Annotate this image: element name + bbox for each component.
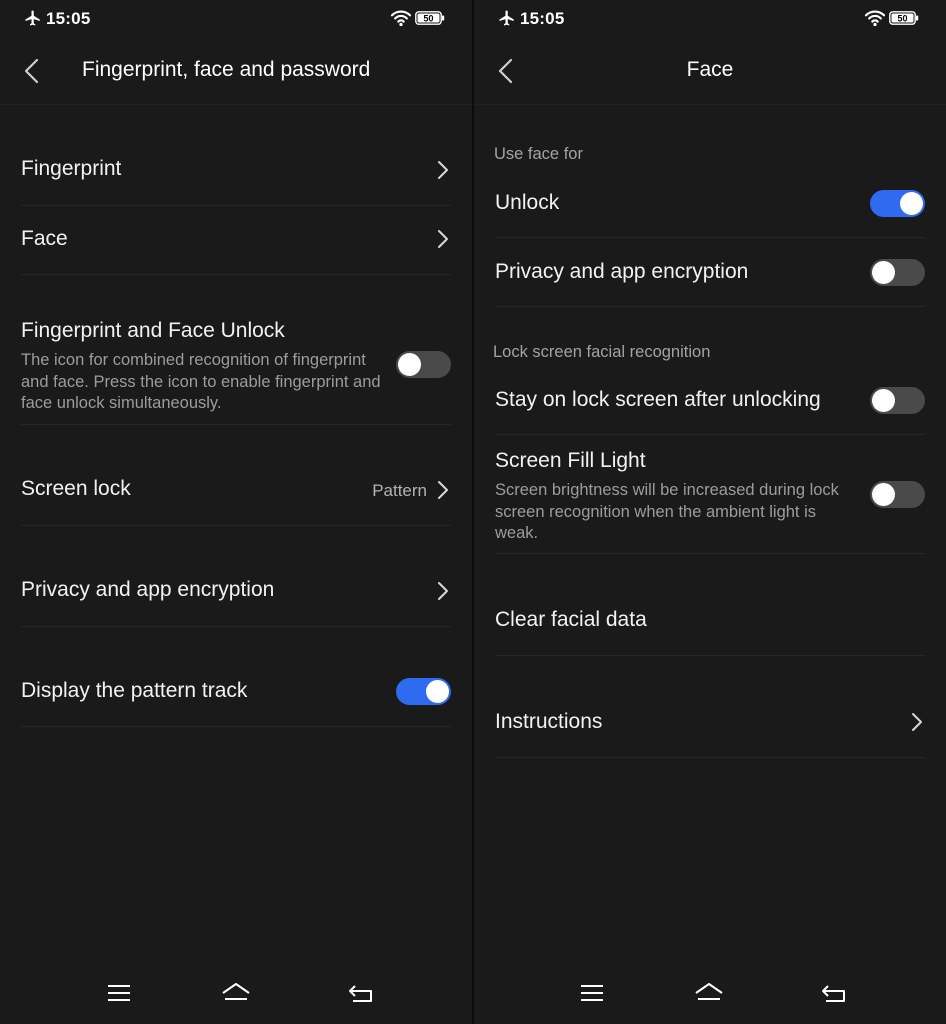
fingerprint-face-unlock-item (21, 274, 451, 425)
privacy-encryption-item[interactable] (21, 525, 451, 627)
privacy-encryption-toggle[interactable] (870, 259, 925, 286)
wifi-icon (864, 9, 886, 27)
fingerprint-label: Fingerprint (21, 157, 122, 180)
privacy-encryption-label: Privacy and app encryption (495, 260, 749, 283)
navigation-bar (0, 968, 472, 1024)
screen-lock-item[interactable] (21, 424, 451, 526)
toggle-knob (872, 483, 895, 506)
stay-on-lock-item (495, 366, 925, 435)
privacy-encryption-item (495, 237, 925, 307)
screen-lock-value: Pattern (372, 481, 427, 500)
home-icon[interactable] (221, 981, 251, 1005)
chevron-right-icon (437, 160, 449, 180)
toggle-knob (398, 353, 421, 376)
stay-on-lock-toggle[interactable] (870, 387, 925, 414)
page-title: Fingerprint, face and password (82, 58, 371, 81)
section-header-use-face: Use face for (494, 145, 583, 163)
navigation-bar (474, 968, 946, 1024)
instructions-item[interactable] (495, 655, 925, 758)
toggle-knob (900, 192, 923, 215)
airplane-icon (498, 9, 516, 27)
status-bar (474, 0, 946, 38)
status-time: 15:05 (520, 9, 565, 28)
instructions-label: Instructions (495, 710, 603, 733)
section-header-lock-screen: Lock screen facial recognition (493, 343, 711, 361)
unlock-label: Unlock (495, 191, 560, 214)
screen-lock-label: Screen lock (21, 477, 131, 500)
return-icon[interactable] (819, 981, 849, 1005)
screen-fill-light-label: Screen Fill Light (495, 449, 646, 472)
screen-fill-light-item (495, 434, 925, 554)
toggle-knob (872, 261, 895, 284)
fingerprint-face-unlock-description: The icon for combined recognition of fingerprint and face. Press the icon to enable fingerprint and face unlock simultaneously. (21, 351, 381, 412)
pattern-track-toggle[interactable] (396, 678, 451, 705)
face-settings-screen (474, 0, 946, 1024)
privacy-encryption-label: Privacy and app encryption (21, 578, 275, 601)
return-icon[interactable] (346, 981, 376, 1005)
chevron-right-icon (911, 712, 923, 732)
battery-icon (415, 11, 445, 25)
status-time: 15:05 (46, 9, 91, 28)
menu-icon[interactable] (104, 981, 134, 1005)
chevron-right-icon (437, 480, 449, 500)
status-bar (0, 0, 472, 38)
chevron-right-icon (437, 581, 449, 601)
clear-facial-data-item[interactable] (495, 553, 925, 656)
wifi-icon (390, 9, 412, 27)
fingerprint-face-unlock-label: Fingerprint and Face Unlock (21, 319, 285, 342)
screen-fill-light-description: Screen brightness will be increased during lock screen recognition when the ambient light is weak. (495, 481, 839, 542)
app-bar (0, 38, 472, 105)
battery-level: 50 (897, 13, 908, 24)
back-chevron-icon[interactable] (22, 58, 42, 84)
home-icon[interactable] (694, 981, 724, 1005)
battery-icon (889, 11, 919, 25)
toggle-knob (426, 680, 449, 703)
fingerprint-face-unlock-toggle[interactable] (396, 351, 451, 378)
fingerprint-item[interactable] (21, 136, 451, 206)
fingerprint-face-password-screen (0, 0, 472, 1024)
pattern-track-item (21, 626, 451, 727)
menu-icon[interactable] (577, 981, 607, 1005)
screen-fill-light-toggle[interactable] (870, 481, 925, 508)
airplane-icon (24, 9, 42, 27)
clear-facial-data-label: Clear facial data (495, 608, 647, 631)
chevron-right-icon (437, 229, 449, 249)
stay-on-lock-label: Stay on lock screen after unlocking (495, 388, 821, 411)
page-title: Face (686, 58, 734, 81)
toggle-knob (872, 389, 895, 412)
unlock-toggle[interactable] (870, 190, 925, 217)
unlock-item (495, 169, 925, 238)
pattern-track-label: Display the pattern track (21, 679, 248, 702)
face-item[interactable] (21, 205, 451, 275)
battery-level: 50 (423, 13, 434, 24)
app-bar (474, 38, 946, 105)
face-label: Face (21, 227, 68, 250)
